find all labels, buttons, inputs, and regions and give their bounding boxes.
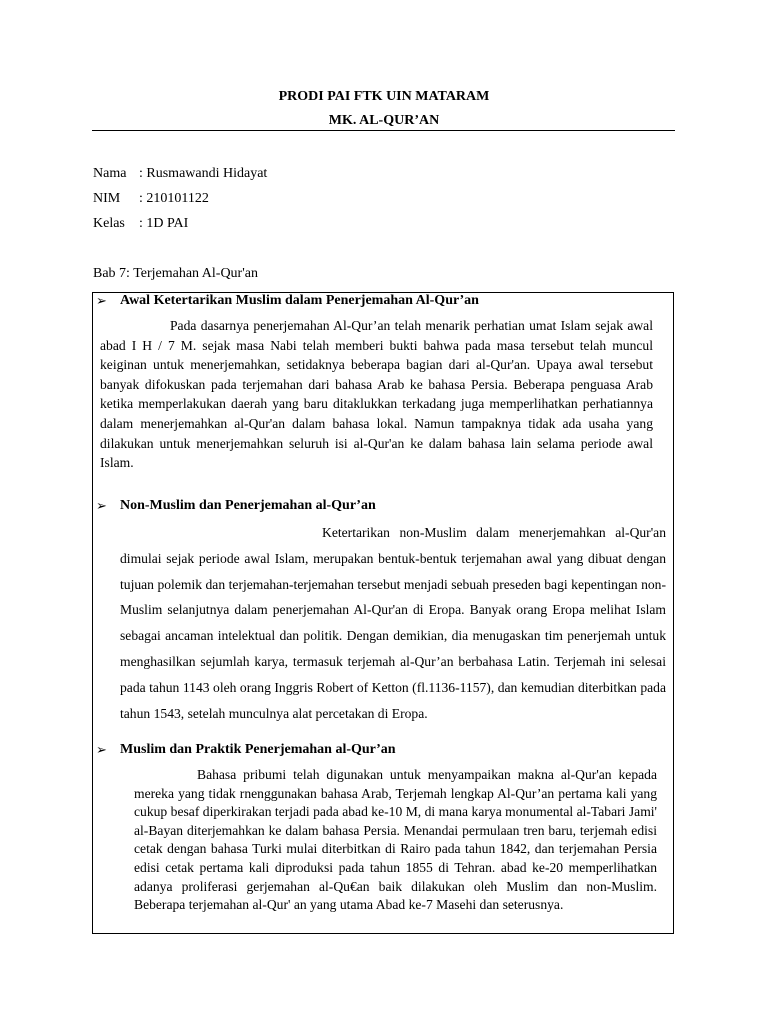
student-name-row xyxy=(93,166,267,182)
section-paragraph: Pada dasarnya penerjemahan Al-Qur’an telah menarik perhatian umat Islam sejak awal abad I H / 7 M. sejak masa Nabi telah memberi bukti bahwa pada masa tersebut telah muncul keiginan untuk menerjemahkan, setidaknya beberapa bagian dari al-Qur'an. Upaya awal tersebut banyak difokuskan pada terjemahan dari bahasa Arab ke bahasa Persia. Beberapa penguasa Arab ketika memperlakukan daerah yang baru ditaklukkan terkadang juga memperlihatkan perhatiannya dalam menerjemahkan al-Qur'an dalam bahasa lokal. Namun tampaknya tidak ada usaha yang dilakukan untuk menerjemahkan seluruh isi al-Qur'an ke dalam bahasa lain selama periode awal Islam. xyxy=(100,318,653,471)
student-nim-row xyxy=(93,191,209,207)
header-divider xyxy=(92,130,675,131)
section-heading: Muslim dan Praktik Penerjemahan al-Qur’an xyxy=(120,742,396,757)
student-class-row xyxy=(93,216,188,232)
section-heading: Awal Ketertarikan Muslim dalam Penerjemahan Al-Qur’an xyxy=(120,293,479,308)
nim-label: NIM xyxy=(93,191,121,206)
name-label: Nama xyxy=(93,166,127,181)
nim-value: : 210101122 xyxy=(139,191,209,206)
course-title: MK. AL-QUR’AN xyxy=(328,113,440,128)
bullet-arrow-icon: ➢ xyxy=(96,742,107,757)
class-value: : 1D PAI xyxy=(139,216,189,231)
bullet-arrow-icon: ➢ xyxy=(96,293,107,308)
class-label: Kelas xyxy=(93,216,125,231)
institution-title: PRODI PAI FTK UIN MATARAM xyxy=(278,89,490,104)
section-heading: Non-Muslim dan Penerjemahan al-Qur’an xyxy=(120,498,376,513)
bullet-arrow-icon: ➢ xyxy=(96,498,107,513)
section-paragraph: Ketertarikan non-Muslim dalam menerjemahkan al-Qur'an dimulai sejak periode awal Islam, merupakan bentuk-bentuk terjemahan awal yang dibuat dengan tujuan polemik dan terjemahan-terjemahan tersebut menjadi sebuah preseden bagi kepentingan non-Muslim selanjutnya dalam penerjemahan Al-Qur'an di Eropa. Banyak orang Eropa melihat Islam sebagai ancaman intelektual dan politik. Dengan demikian, dia menugaskan tim penerjemah untuk menghasilkan sejumlah karya, termasuk terjemah al-Qur’an berbahasa Latin. Terjemah ini selesai pada tahun 1143 oleh orang Inggris Robert of Ketton (fl.1136-1157), dan kemudian diterbitkan pada tahun 1543, setelah munculnya alat percetakan di Eropa. xyxy=(120,525,666,721)
chapter-title: Bab 7: Terjemahan Al-Qur'an xyxy=(93,266,258,281)
section-paragraph: Bahasa pribumi telah digunakan untuk menyampaikan makna al-Qur'an kepada mereka yang tidak rnenggunakan bahasa Arab, Terjemah lengkap Al-Qur’an pertama kali yang cukup besaf diperkirakan terjadi pada abad ke-10 M, di mana karya monumental al-Tabari Jami' al-Bayan diterjemahkan ke dalam bahasa Persia. Menandai permulaan tren baru, terjemah edisi cetak dengan bahasa Turki mulai diterbitkan di Rairo pada tahun 1842, dan terjemahan Persia edisi cetak pertama kali diproduksi pada tahun 1855 di Tehran. abad ke-20 memperlihatkan adanya proliferasi gerjemahan al-Qu€an baik dilakukan oleh Muslim dan non-Muslim. Beberapa terjemahan al-Qur' an yang utama Abad ke-7 Masehi dan seterusnya. xyxy=(134,767,657,913)
name-value: : Rusmawandi Hidayat xyxy=(139,166,268,181)
